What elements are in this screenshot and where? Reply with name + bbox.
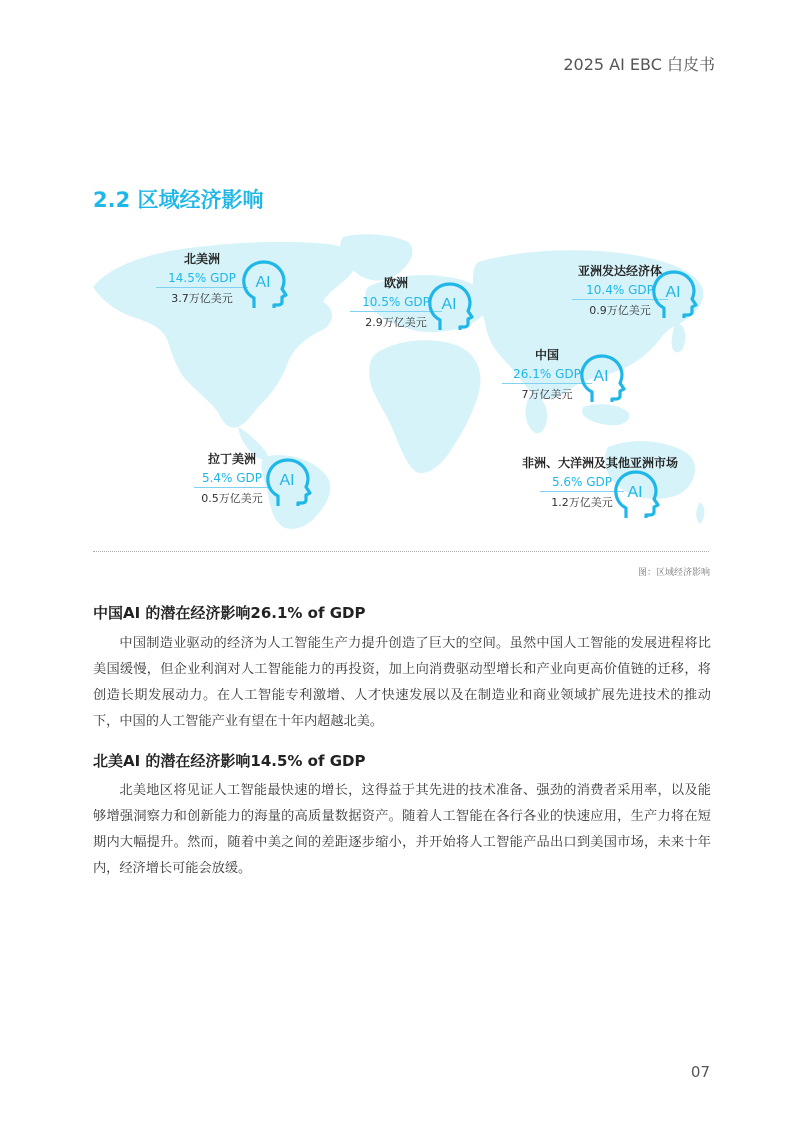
section-title: 2.2 区域经济影响 [93, 188, 264, 212]
china-paragraph: 中国制造业驱动的经济为人工智能生产力提升创造了巨大的空间。虽然中国人工智能的发展进程将比美国缓慢，但企业利润对人工智能能力的再投资，加上向消费驱动型增长和产业向更高价值链的迁移，将创造长期发展动力。在人工智能专利激增、人才快速发展以及在制造业和商业领域扩展先进技术的推动下，中国的人工智能产业有望在十年内超越北美。 [93, 636, 711, 729]
region-name: 中国 [534, 348, 559, 362]
region-gdp: 5.6% GDP [551, 475, 613, 489]
svg-text:AI: AI [441, 296, 457, 313]
region-latin-america [194, 450, 270, 506]
region-value: 2.9万亿美元 [365, 316, 427, 329]
figure-caption: 图：区域经济影响 [637, 568, 710, 578]
region-value: 3.7万亿美元 [171, 292, 233, 305]
region-name: 非洲、大洋洲及其他亚洲市场 [521, 456, 678, 470]
ai-head-icon [426, 282, 474, 334]
region-divider [194, 487, 270, 488]
china-heading: 中国AI 的潜在经济影响26.1% of GDP [93, 604, 366, 622]
caption-divider [93, 551, 709, 552]
region-value: 1.2万亿美元 [551, 496, 613, 509]
region-gdp: 26.1% GDP [513, 367, 581, 381]
region-value: 0.5万亿美元 [201, 492, 263, 505]
svg-text:AI: AI [255, 274, 271, 291]
ai-head-icon [578, 354, 626, 406]
region-gdp: 10.4% GDP [586, 283, 654, 297]
ai-head-icon [612, 470, 660, 522]
region-north-america [156, 250, 248, 306]
region-gdp: 10.5% GDP [362, 295, 430, 309]
region-africa-oceania [512, 454, 688, 510]
svg-text:AI: AI [593, 368, 609, 385]
region-name: 欧洲 [383, 276, 408, 290]
north-america-heading: 北美AI 的潜在经济影响14.5% of GDP [93, 752, 366, 770]
north-america-paragraph: 北美地区将见证人工智能最快速的增长，这得益于其先进的技术准备、强劲的消费者采用率，以及能够增强洞察力和创新能力的海量的高质量数据资产。随着人工智能在各行各业的快速应用，生产力将在短期内大幅提升。然而，随着中美之间的差距逐步缩小，并开始将人工智能产品出口到美国市场，未来十年内，经济增长可能会放缓。 [93, 783, 711, 876]
world-map [88, 232, 713, 542]
document-header: 2025 AI EBC 白皮书 [563, 55, 715, 74]
region-divider [156, 287, 248, 288]
region-value: 0.9万亿美元 [589, 304, 651, 317]
ai-head-icon [240, 260, 288, 312]
region-name: 北美洲 [183, 252, 220, 266]
svg-text:AI: AI [665, 284, 681, 301]
page-number: 07 [690, 1063, 710, 1081]
ai-head-icon [650, 270, 698, 322]
svg-text:AI: AI [279, 472, 295, 489]
region-gdp: 14.5% GDP [168, 271, 236, 285]
svg-text:AI: AI [627, 484, 643, 501]
region-name: 亚洲发达经济体 [577, 264, 662, 278]
region-value: 7万亿美元 [521, 388, 573, 401]
region-name: 拉丁美洲 [207, 452, 256, 466]
ai-head-icon [264, 458, 312, 510]
region-gdp: 5.4% GDP [201, 471, 263, 485]
